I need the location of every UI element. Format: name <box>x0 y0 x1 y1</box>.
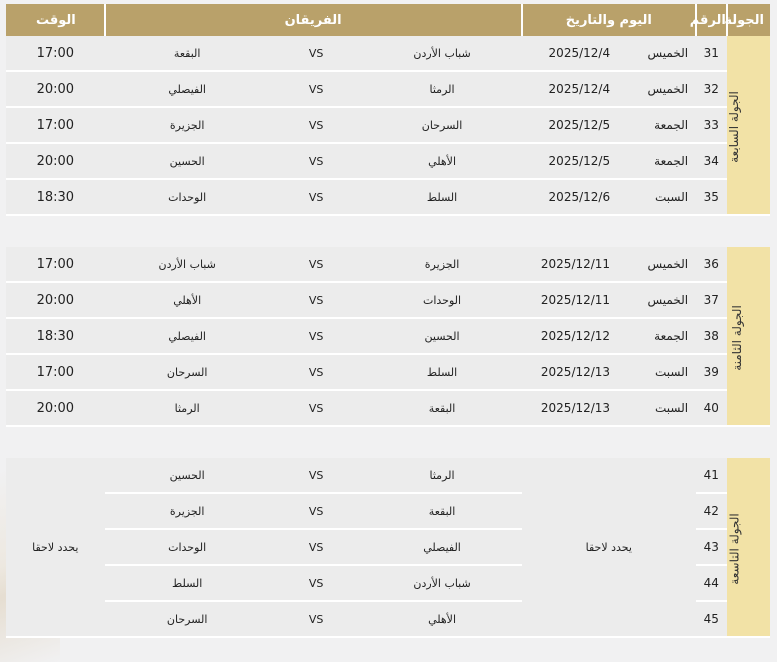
home-team: الوحدات <box>333 282 522 318</box>
home-team: السرحان <box>333 107 522 143</box>
match-time: 20:00 <box>6 71 105 107</box>
match-number: 39 <box>696 354 727 390</box>
spacer-cell <box>6 426 770 458</box>
away-team: الوحدات <box>105 179 300 215</box>
match-time: 17:00 <box>6 354 105 390</box>
table-row <box>6 458 770 493</box>
vs-label: VS <box>300 71 333 107</box>
match-date: 2025/12/11 <box>540 293 611 307</box>
match-day-date <box>522 143 697 179</box>
date-tbd: يحدد لاحقا <box>522 458 697 637</box>
match-number: 33 <box>696 107 727 143</box>
table-row <box>6 247 770 282</box>
home-team: السلط <box>333 354 522 390</box>
vs-label: VS <box>300 318 333 354</box>
match-day-date <box>522 390 697 426</box>
table-header-row <box>6 4 770 36</box>
match-day-date <box>522 36 697 71</box>
match-time: 18:30 <box>6 318 105 354</box>
away-team: شباب الأردن <box>105 247 300 282</box>
away-team: الحسين <box>105 458 300 493</box>
match-number: 32 <box>696 71 727 107</box>
vs-label: VS <box>300 179 333 215</box>
match-date: 2025/12/13 <box>540 365 611 379</box>
home-team: الرمثا <box>333 458 522 493</box>
match-number: 36 <box>696 247 727 282</box>
vs-label: VS <box>300 390 333 426</box>
match-number: 41 <box>696 458 727 493</box>
home-team: السلط <box>333 179 522 215</box>
match-time: 17:00 <box>6 36 105 71</box>
match-number: 35 <box>696 179 727 215</box>
round-label-cell <box>727 458 770 637</box>
match-number: 44 <box>696 565 727 601</box>
round-label: الجولة الثامنة <box>730 304 745 371</box>
match-time: 20:00 <box>6 282 105 318</box>
vs-label: VS <box>300 493 333 529</box>
table-row <box>6 36 770 71</box>
home-team: البقعة <box>333 493 522 529</box>
match-day-date <box>522 247 697 282</box>
home-team: شباب الأردن <box>333 565 522 601</box>
match-day: الجمعة <box>654 329 689 343</box>
home-team: شباب الأردن <box>333 36 522 71</box>
home-team: البقعة <box>333 390 522 426</box>
match-day: الخميس <box>647 82 689 96</box>
match-time: 20:00 <box>6 390 105 426</box>
match-day: الخميس <box>647 257 689 271</box>
header-teams: الفريقان <box>105 4 522 36</box>
round-spacer <box>6 426 770 458</box>
vs-label: VS <box>300 529 333 565</box>
match-time: 17:00 <box>6 107 105 143</box>
match-number: 45 <box>696 601 727 637</box>
round-spacer <box>6 215 770 247</box>
spacer-cell <box>6 215 770 247</box>
away-team: السرحان <box>105 354 300 390</box>
vs-label: VS <box>300 458 333 493</box>
away-team: الفيصلي <box>105 71 300 107</box>
away-team: السرحان <box>105 601 300 637</box>
match-day-date <box>522 318 697 354</box>
match-date: 2025/12/11 <box>540 257 611 271</box>
match-number: 40 <box>696 390 727 426</box>
round-label: الجولة التاسعة <box>727 512 742 585</box>
table-row <box>6 318 770 354</box>
table-row <box>6 143 770 179</box>
away-team: السلط <box>105 565 300 601</box>
vs-label: VS <box>300 354 333 390</box>
match-day: الجمعة <box>654 118 689 132</box>
match-number: 43 <box>696 529 727 565</box>
vs-label: VS <box>300 36 333 71</box>
match-time: 18:30 <box>6 179 105 215</box>
vs-label: VS <box>300 107 333 143</box>
round-label-cell <box>727 36 770 215</box>
round-label: الجولة السابعة <box>727 90 742 163</box>
match-time: 20:00 <box>6 143 105 179</box>
match-date: 2025/12/12 <box>540 329 611 343</box>
match-day-date <box>522 107 697 143</box>
home-team: الأهلي <box>333 601 522 637</box>
match-date: 2025/12/5 <box>548 154 611 168</box>
match-day-date <box>522 179 697 215</box>
match-number: 42 <box>696 493 727 529</box>
match-day-date <box>522 354 697 390</box>
match-date: 2025/12/6 <box>548 190 611 204</box>
vs-label: VS <box>300 601 333 637</box>
home-team: الرمثا <box>333 71 522 107</box>
match-number: 37 <box>696 282 727 318</box>
away-team: الجزيرة <box>105 107 300 143</box>
match-number: 38 <box>696 318 727 354</box>
time-tbd: يحدد لاحقا <box>6 458 105 637</box>
away-team: البقعة <box>105 36 300 71</box>
match-day: الخميس <box>647 46 689 60</box>
home-team: الحسين <box>333 318 522 354</box>
match-date: 2025/12/13 <box>540 401 611 415</box>
away-team: الوحدات <box>105 529 300 565</box>
match-time: 17:00 <box>6 247 105 282</box>
match-day-date <box>522 282 697 318</box>
match-date: 2025/12/4 <box>548 82 611 96</box>
match-day: الخميس <box>647 293 689 307</box>
away-team: الجزيرة <box>105 493 300 529</box>
table-row <box>6 179 770 215</box>
away-team: الحسين <box>105 143 300 179</box>
fixtures-table-wrapper <box>6 4 770 638</box>
home-team: الأهلي <box>333 143 522 179</box>
round-label-cell <box>727 247 770 426</box>
vs-label: VS <box>300 247 333 282</box>
vs-label: VS <box>300 565 333 601</box>
match-date: 2025/12/4 <box>548 46 611 60</box>
match-number: 31 <box>696 36 727 71</box>
header-number: الرقم <box>696 4 727 36</box>
header-time: الوقت <box>6 4 105 36</box>
home-team: الجزيرة <box>333 247 522 282</box>
vs-label: VS <box>300 143 333 179</box>
match-day-date <box>522 71 697 107</box>
header-round: الجولة <box>727 4 770 36</box>
table-row <box>6 282 770 318</box>
vs-label: VS <box>300 282 333 318</box>
header-day-date: اليوم والتاريخ <box>522 4 697 36</box>
fixtures-body <box>6 36 770 637</box>
home-team: الفيصلي <box>333 529 522 565</box>
match-date: 2025/12/5 <box>548 118 611 132</box>
table-row <box>6 390 770 426</box>
match-day: السبت <box>654 190 689 204</box>
away-team: الفيصلي <box>105 318 300 354</box>
match-day: السبت <box>654 365 689 379</box>
match-day: السبت <box>654 401 689 415</box>
away-team: الرمثا <box>105 390 300 426</box>
table-row <box>6 107 770 143</box>
away-team: الأهلي <box>105 282 300 318</box>
match-day: الجمعة <box>654 154 689 168</box>
match-number: 34 <box>696 143 727 179</box>
table-row <box>6 354 770 390</box>
table-row <box>6 71 770 107</box>
fixtures-table <box>6 4 770 638</box>
